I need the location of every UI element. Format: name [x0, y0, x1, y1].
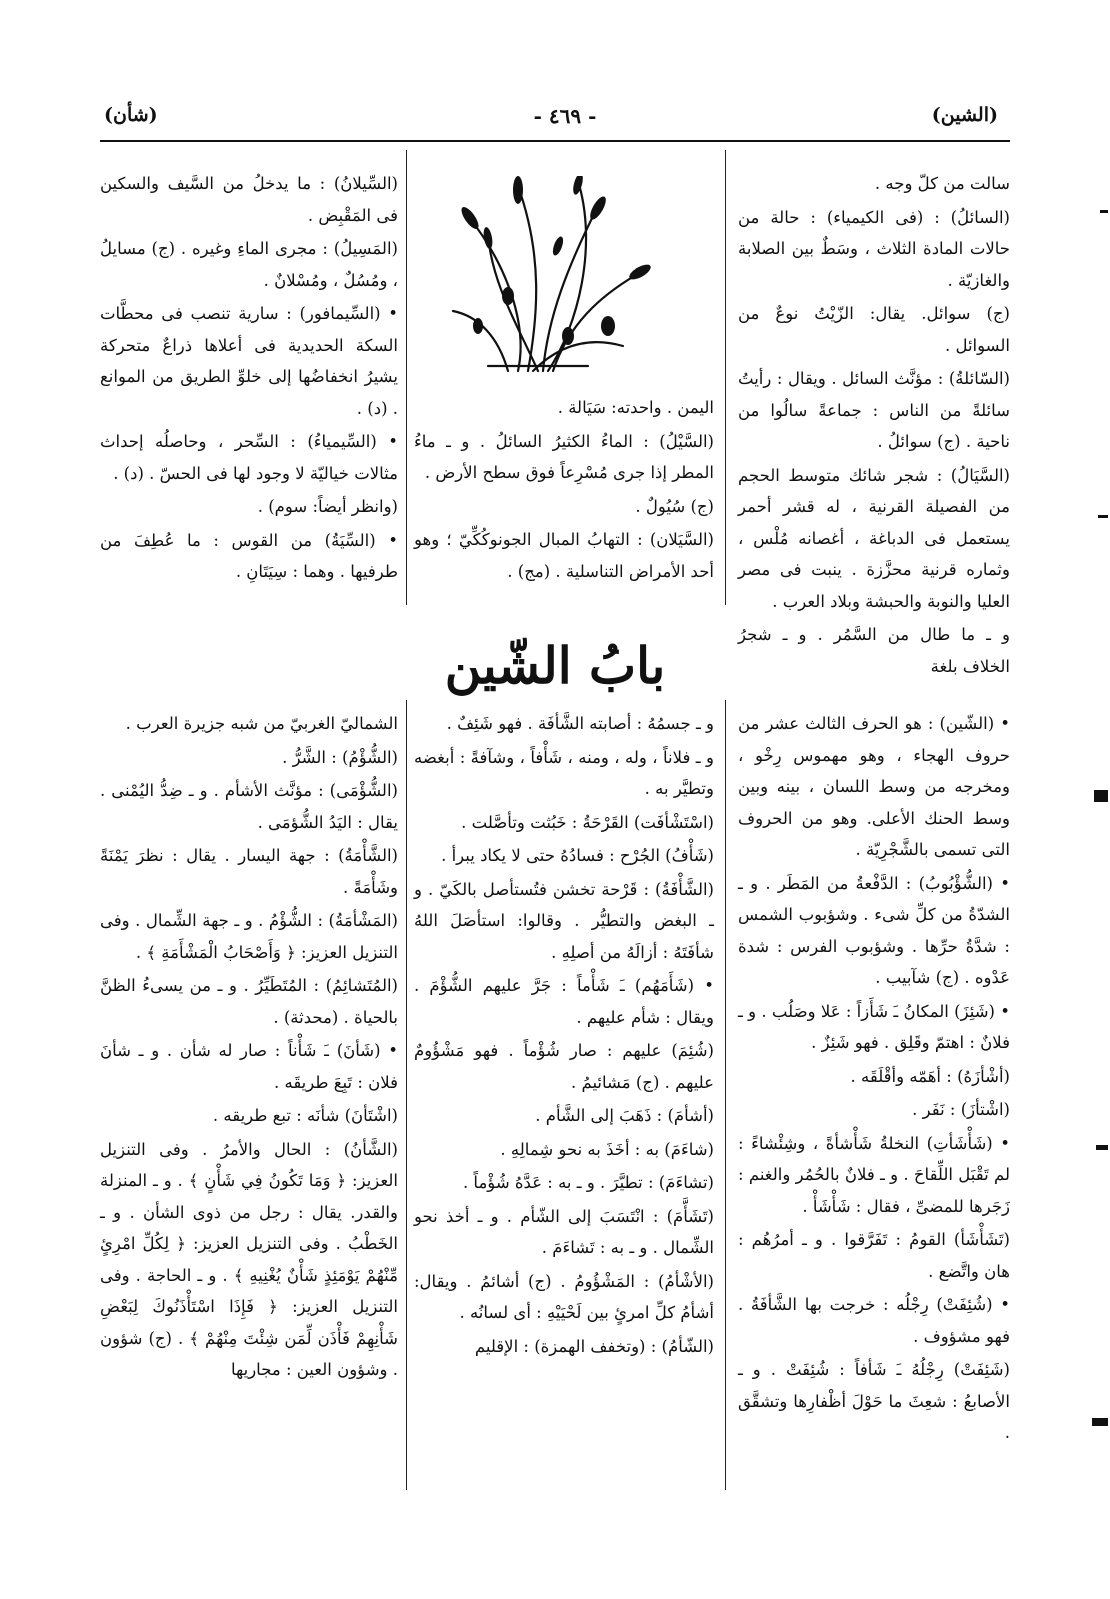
- scan-edge-mark: [1098, 515, 1108, 518]
- entry: (تَشَأَّمَ) : انْتَسَبَ إلى الشّأم . و ـ أخذ نحو الشِّمال . و ـ به : تَشاءَمَ .: [414, 1206, 714, 1257]
- entry: (الشُّؤْمُ) : الشَّرُّ .: [282, 747, 398, 767]
- entry: (المَسِيلُ) : مجرى الماءِ وغيره . (ج) مسايلُ ، ومُسُلٌ ، ومُسْلانٌ .: [100, 239, 398, 290]
- plant-icon: [448, 176, 658, 378]
- entry: (ج) سُيُولٌ .: [635, 496, 714, 516]
- entry: (اشْتأزَ) : نَفَر .: [912, 1100, 1010, 1119]
- entry: • (شَأْشَأتِ) النخلةُ شَأْشأةً ، وشِئْشاءً : لم تَقْبَل اللِّقاحَ . و ـ فلانٌ بالحُمُر والغنم : زَجَرها للمضىِّ ، فقال : شَأْشَأْ .: [738, 1133, 1010, 1216]
- entry: (السِّيلانُ) : ما يدخلُ من السَّيف والسكين فى المَقْبِض .: [100, 174, 398, 225]
- top-right-column: [738, 168, 1010, 676]
- top-middle-column: [414, 392, 714, 602]
- entry: (اسْتَشْأفَت) القَرْحَةُ : خَبُثت وتأصَّلت .: [461, 812, 714, 832]
- entry: (السّائلةُ) : مؤنَّث السائل . ويقال : رأيتُ سائلةً من الناس : جماعةً سالُوا من ناحية . (ج) سوائلُ .: [738, 369, 1010, 451]
- top-left-column: [100, 168, 398, 598]
- section-title: بابُ الشّين: [444, 636, 666, 695]
- page-header: [0, 104, 1110, 138]
- entry: • (السِّيَةُ) من القوس : ما عُطِفَ من طرفيها . وهما : سِيَتَانِ .: [100, 530, 398, 581]
- entry: اليمن . واحدته: سَيَالة .: [557, 398, 714, 417]
- scan-edge-mark: [1094, 790, 1108, 802]
- entry: • (السِّيمافور) : سارية تنصب فى محطَّات السكة الحديدية فى أعلاها ذراعٌ متحركة يشيرُ انخفاضُها إلى خلوِّ الطريق من الموانع . (د) .: [100, 304, 398, 418]
- entry: الشماليّ الغربيّ من شبه جزيرة العرب .: [125, 714, 398, 733]
- entry: (أشْأزَهُ) : أهَمّه وأقْلَقَه .: [850, 1066, 1010, 1086]
- entry: (السَّيْلُ) : الماءُ الكثيرُ السائلُ . و ـ ماءُ المطر إذا جرى مُسْرِعاً فوق سطح الأرض .: [414, 431, 714, 482]
- column-divider: [406, 150, 407, 605]
- entry: (السَّيَالُ) : شجر شائك متوسط الحجم من الفصيلة القرنية ، له قشر أحمر يستعمل فى الدباغة ، أغصانه مُلْس ، وثماره قرنية محزَّزة . ينبت فى مصر العليا والنوبة والحبشة وبلاد العرب .: [738, 465, 1010, 611]
- header-right-keyword: (الشين): [931, 104, 998, 126]
- entry: (السَّيَلان) : التهابُ المبال الجونوكُكِّيّ ؛ وهو أحد الأمراض التناسلية . (مج) .: [414, 530, 714, 581]
- entry: • (شَئِزَ) المكانُ ـَ شَأَزاً : عَلا وصَلُب . و ـ فلانٌ : اهتمّ وقَلِق . فهو شَئِزٌ .: [738, 1001, 1010, 1052]
- page-number: - ٤٦٩ -: [533, 104, 597, 128]
- entry: (السائلُ) : (فى الكيمياء) : حالة من حالات المادة الثلاث ، وسَطٌ بين الصلابة والغازيّة .: [738, 207, 1010, 290]
- entry: (شَأْفُ) الجُرْح : فسادُهُ حتى لا يكاد يبرأ .: [441, 846, 714, 865]
- entry: (وانظر أيضاً: سوم) .: [257, 497, 398, 516]
- header-left-keyword: (شأن): [104, 104, 158, 126]
- entry: • (السِّيمياءُ) : السِّحر ، وحاصلُه إحداث مثالات خياليّة لا وجود لها فى الحسّ . (د) .: [100, 432, 398, 483]
- section-title-band: [100, 636, 1010, 695]
- column-divider: [725, 150, 726, 605]
- entry: • (شَأنَ) ـَ شَأْناً : صار له شأن . و ـ شأنَ فلان : تَبِعَ طريقَه .: [100, 1041, 398, 1092]
- entry: (شَئِفَتْ) رِجْلُهُ ـَ شَأفاً : شُئِفَتْ . و ـ الأصابعُ : شعِثَ ما حَوْلَ أظْفارِها وتشقَّق .: [738, 1360, 1010, 1442]
- entry: (أشأمَ) : ذَهَبَ إلى الشَّأم .: [535, 1106, 714, 1125]
- entry: و ـ ما طال من السَّمُر . و ـ شجرُ الخلاف بلغة: [738, 625, 1010, 676]
- entry: (شاءَمَ) به : أخَذَ به نحو شِمالِهِ .: [500, 1139, 714, 1159]
- entry: (تشاءَمَ) : تطيَّرَ . و ـ به : عَدَّهُ شُؤْماً .: [462, 1173, 714, 1192]
- entry: (ج) سوائل. يقال: الزّيْتُ نوعٌ من السوائل .: [738, 304, 1010, 355]
- bottom-left-column: [100, 708, 398, 1488]
- entry: (المَشْأمَةُ) : الشُّؤْمُ . و ـ جهة الشِّمال . وفى التنزيل العزيز: ﴿ وَأَصْحَابُ الْمَشْأَمَةِ ﴾ .: [100, 911, 398, 962]
- bottom-right-column: [738, 708, 1010, 1488]
- entry: • (شُئِفَتْ) رِجْلُه : خرجت بها الشَّأفَةُ . فهو مشؤوف .: [738, 1295, 1010, 1346]
- entry: • (الشّين) : هو الحرف الثالث عشر من حروف الهجاء ، وهو مهموس رِخْو ، ومخرجه من وسط اللسان ، بينه وبين وسط الحنك الأعلى. وهو من الحروف التى تسمى بالشَّجْرِيّة .: [738, 714, 1010, 859]
- entry: و ـ فلاناً ، وله ، ومنه ، شَأْفاً ، وشآفةً : أبغضه وتطيَّر به .: [414, 747, 714, 798]
- column-divider: [406, 700, 407, 1490]
- entry: (المُتَشائِمُ) : المُتَطَيِّرُ . و ـ من يسىءُ الظنَّ بالحياة . (محدثة) .: [100, 976, 398, 1027]
- scan-edge-mark: [1096, 1145, 1108, 1150]
- column-divider: [725, 700, 726, 1490]
- entry: (الشَّأنُ) : الحال والأمرُ . وفى التنزيل العزيز: ﴿ وَمَا تَكُونُ فِي شَأْنٍ ﴾ . و ـ المنزلة والقدر. يقال : رجل من ذوى الشأن . و ـ الخَطْبُ . وفى التنزيل العزيز: ﴿ لِكُلِّ امْرِئٍ مِّنْهُمْ يَوْمَئِذٍ شَأْنٌ يُغْنِيهِ ﴾ . و ـ الحاجة . وفى التنزيل العزيز: ﴿ فَإِذَا اسْتَأْذَنُوكَ لِبَعْضِ شَأْنِهِمْ فَأْذَن لِّمَن شِئْتَ مِنْهُمْ ﴾ . (ج) شؤون . وشؤون العين : مجاريها: [100, 1139, 398, 1379]
- entry: (تَشَأْشَأ) القومُ : تَفَرَّقوا . و ـ أمرُهُم : هان واتَّضع .: [738, 1230, 1010, 1281]
- bottom-middle-column: [414, 708, 714, 1488]
- entry: و ـ جسمُهُ : أصابته الشَّأفَة . فهو شَئِفٌ .: [446, 714, 714, 733]
- entry: (الشَّأْفَةُ) : قَرْحة تخشن فتُستأصل بالكَيّ . و ـ البغض والتطيُّر . وقالوا: استأصَلَ اللهُ شأفَتَهُ : أزالَهُ من أصلِهِ .: [414, 879, 714, 962]
- entry: (شُئِمَ) عليهم : صار شُؤْماً . فهو مَشْؤُومٌ عليهم . (ج) مَشائيمُ .: [414, 1041, 714, 1092]
- entry: (الشُّؤْمَى) : مؤنَّث الأشأم . و ـ ضِدُّ اليُمْنى . يقال : اليَدُ الشُّؤمَى .: [100, 781, 398, 832]
- entry: سالت من كلّ وجه .: [874, 174, 1010, 193]
- entry: • (الشُّؤْبُوبُ) : الدَّفْعةُ من المَطَر . و ـ الشدّةُ من كلِّ شىء . وشؤبوب الشمس : شدَّةُ حرِّها . وشؤبوب الفرس : شدة عَدْوه . (ج) شآبيب .: [738, 873, 1010, 987]
- entry: (اشْتَأنَ) شأنَه : تبع طريقه .: [212, 1106, 398, 1125]
- entry: (الشَّأْمَةُ) : جهة اليسار . يقال : نظرَ يَمْنَةً وشَأْمَةً .: [100, 846, 398, 897]
- scan-edge-mark: [1100, 210, 1108, 213]
- header-rule: [100, 140, 1010, 142]
- scan-edge-mark: [1092, 1418, 1108, 1426]
- entry: • (شَأَمَهُم) ـَ شَأْماً : جَرَّ عليهم الشُّؤْمَ . ويقال : شأم عليهم .: [414, 976, 714, 1027]
- entry: (الشّأمُ) : (وتخفف الهمزة) : الإقليم: [474, 1336, 714, 1356]
- entry: (الأشْأمُ) : المَشْؤُومُ . (ج) أشائمُ . ويقال: أشأمُ كلِّ امرئٍ بين لَحْيَيْهِ : أى لسانُه .: [414, 1271, 714, 1322]
